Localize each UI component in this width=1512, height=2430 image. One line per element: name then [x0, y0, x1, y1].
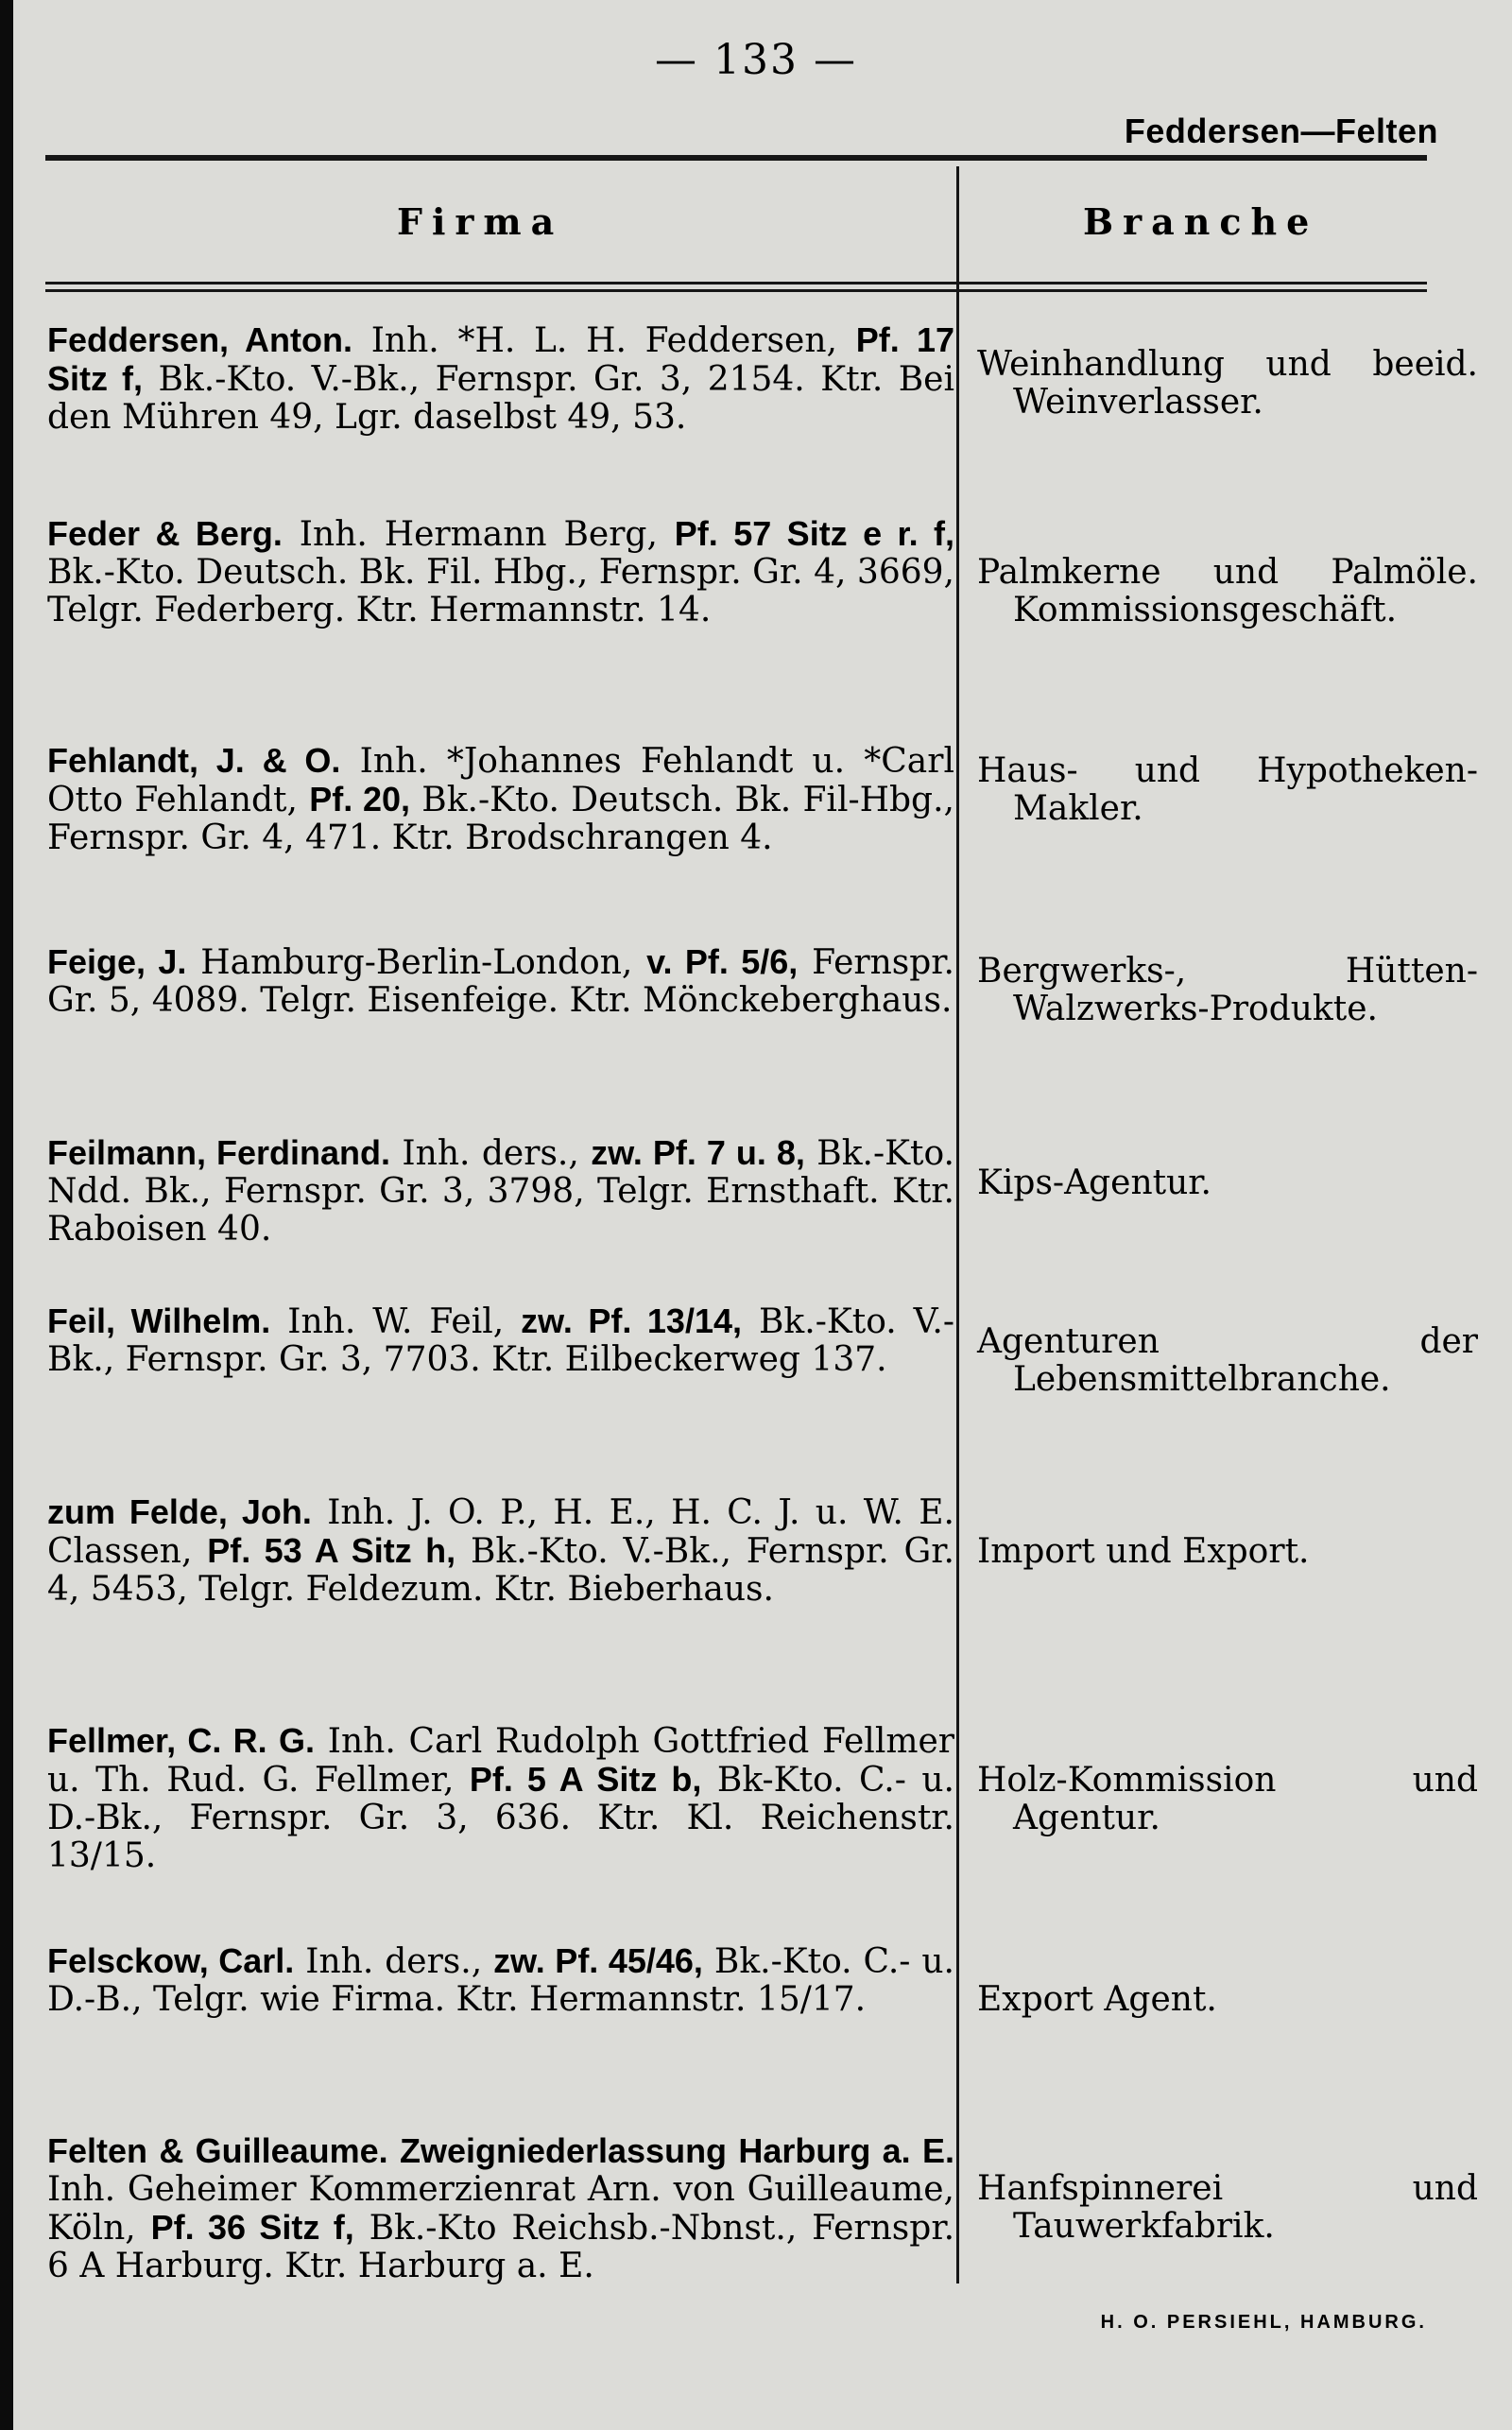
firm-details: Bk-Kto. C.- u. D.-Bk., Fernspr. Gr. 3, 636. Ktr. Kl. Reichenstr. 13/15.: [47, 1761, 954, 1875]
entry-branche: Haus- und Hypotheken-Makler.: [977, 751, 1478, 828]
printer-imprint: H. O. PERSIEHL, HAMBURG.: [1100, 2312, 1427, 2333]
firm-owner: Inh. Hermann Berg,: [282, 515, 675, 554]
column-header-firma: Firma: [397, 200, 564, 243]
firm-owner: Inh. Carl Rudolph Gottfried Fellmer u. Th. Rud. G. Fellmer,: [47, 1722, 954, 1800]
entry-firma: [47, 1722, 954, 1875]
firm-details: Bk.-Kto. V.-Bk., Fernspr. Gr. 3, 2154. Ktr. Bei den Mühren 49, Lgr. daselbst 49, 53.: [47, 360, 954, 437]
entry-branche: Export Agent.: [977, 1980, 1217, 2019]
firm-postfach: zw. Pf. 7 u. 8,: [591, 1133, 805, 1172]
firm-name: Feddersen, Anton.: [47, 320, 352, 359]
entry-firma: [47, 515, 954, 629]
firm-name: Felsckow, Carl.: [47, 1941, 295, 1980]
running-head: Feddersen—Felten: [1124, 112, 1438, 150]
firm-details: Bk.-Kto. V.-Bk., Fernspr. Gr. 4, 5453, Telgr. Feldezum. Ktr. Bieberhaus.: [47, 1532, 954, 1609]
top-rule: [45, 155, 1427, 161]
firm-postfach: Pf. 53 A Sitz h,: [207, 1531, 456, 1570]
firm-name: Feige, J.: [47, 942, 187, 981]
firm-details: Bk.-Kto. Deutsch. Bk. Fil. Hbg., Fernspr. Gr. 4, 3669, Telgr. Federberg. Ktr. Hermannstr. 14.: [47, 553, 954, 629]
firm-owner: Inh. *Johannes Fehlandt u. *Carl Otto Fehlandt,: [47, 742, 954, 819]
entry-firma: [47, 2132, 954, 2285]
firm-owner: Inh. *H. L. H. Feddersen,: [352, 321, 856, 360]
entry-firma: [47, 1942, 954, 2019]
firm-postfach: zw. Pf. 45/46,: [493, 1941, 703, 1980]
entry-branche: Palmkerne und Palmöle. Kommissionsgeschäft.: [977, 553, 1478, 629]
firm-postfach: Pf. 57 Sitz e r. f,: [674, 514, 955, 553]
column-header-branche: Branche: [1083, 200, 1319, 243]
firm-owner: Inh. J. O. P., H. E., H. C. J. u. W. E. Classen,: [47, 1493, 954, 1571]
firm-details: Bk.-Kto. Deutsch. Bk. Fil-Hbg., Fernspr. Gr. 4, 471. Ktr. Brodschrangen 4.: [47, 781, 954, 857]
entry-firma: [47, 321, 954, 437]
firm-details: Bk.-Kto. V.-Bk., Fernspr. Gr. 3, 7703. Ktr. Eilbeckerweg 137.: [47, 1302, 954, 1379]
firm-owner: Inh. ders.,: [390, 1134, 592, 1173]
firm-name: Fellmer, C. R. G.: [47, 1721, 315, 1760]
firm-details: Bk.-Kto. Ndd. Bk., Fernspr. Gr. 3, 3798, Telgr. Ernsthaft. Ktr. Raboisen 40.: [47, 1134, 954, 1249]
firm-owner: Inh. Geheimer Kommerzienrat Arn. von Guilleaume, Köln,: [47, 2170, 954, 2248]
firm-name: Felten & Guilleaume. Zweigniederlassung Harburg a. E.: [47, 2131, 954, 2170]
firm-owner: Inh. ders.,: [294, 1942, 494, 1981]
firm-postfach: zw. Pf. 13/14,: [521, 1301, 742, 1340]
firm-postfach: Pf. 17 Sitz f,: [47, 320, 955, 398]
firm-owner: Inh. W. Feil,: [270, 1302, 522, 1341]
entry-firma: [47, 742, 954, 857]
firm-postfach: Pf. 5 A Sitz b,: [469, 1760, 702, 1799]
entry-branche: Bergwerks-, Hütten-Walzwerks-Produkte.: [977, 952, 1478, 1028]
firm-details: Fernspr. Gr. 5, 4089. Telgr. Eisenfeige. Ktr. Mönckeberghaus.: [47, 943, 954, 1020]
firm-details: Bk.-Kto. C.- u. D.-B., Telgr. wie Firma. Ktr. Hermannstr. 15/17.: [47, 1942, 955, 2019]
firm-name: Feilmann, Ferdinand.: [47, 1133, 391, 1172]
entry-firma: [47, 1302, 954, 1379]
entry-firma: [47, 1493, 954, 1609]
column-divider: [956, 166, 959, 2284]
entry-branche: Holz-Kommission und Agentur.: [977, 1761, 1478, 1837]
firm-postfach: Pf. 20,: [309, 780, 411, 819]
entry-firma: [47, 1134, 954, 1249]
header-rule-upper: [45, 282, 1427, 284]
entry-branche: Kips-Agentur.: [977, 1163, 1211, 1202]
firm-details: Bk.-Kto Reichsb.-Nbnst., Fernspr. 6 A Harburg. Ktr. Harburg a. E.: [47, 2209, 955, 2285]
entry-branche: Import und Export.: [977, 1532, 1310, 1571]
firm-owner: Hamburg-Berlin-London,: [186, 943, 647, 982]
page-number: — 133 —: [655, 36, 857, 84]
firm-name: Feder & Berg.: [47, 514, 283, 553]
entry-firma: [47, 943, 954, 1020]
header-rule-lower: [45, 289, 1427, 292]
entry-branche: Agenturen der Lebensmittelbranche.: [977, 1322, 1478, 1399]
firm-name: Feil, Wilhelm.: [47, 1301, 271, 1340]
entry-branche: Hanfspinnerei und Tauwerkfabrik.: [977, 2169, 1478, 2246]
firm-postfach: Pf. 36 Sitz f,: [150, 2208, 354, 2247]
entry-branche: Weinhandlung und beeid. Weinverlasser.: [977, 345, 1478, 422]
firm-postfach: v. Pf. 5/6,: [646, 942, 799, 981]
firm-name: zum Felde, Joh.: [47, 1492, 312, 1531]
firm-name: Fehlandt, J. & O.: [47, 741, 341, 780]
